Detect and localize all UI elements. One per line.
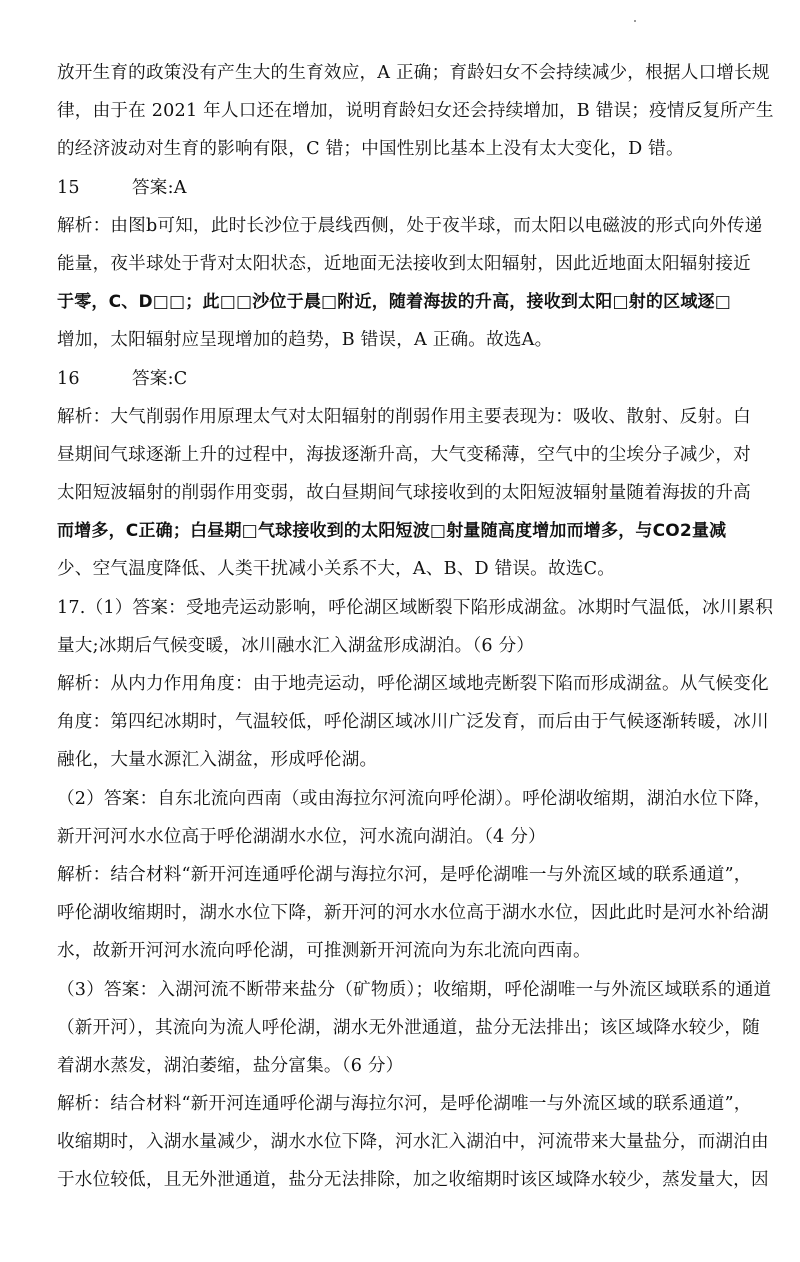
answer-label: 答案:A xyxy=(132,177,187,198)
text-line: 能量，夜半球处于背对太阳状态，近地面无法接收到太阳辐射，因此近地面太阳辐射接近 xyxy=(57,253,751,274)
text-line: 少、空气温度降低、人类干扰减小关系不大，A、B、D 错误。故选C。 xyxy=(57,559,616,580)
text-line: 解析：从内力作用角度：由于地壳运动，呼伦湖区域地壳断裂下陷而形成湖盆。从气候变化 xyxy=(57,674,769,694)
text-line: 着湖水蒸发，湖泊萎缩，盐分富集。（6 分） xyxy=(57,1055,404,1076)
text-line: 律，由于在 2021 年人口还在增加，说明育龄妇女还会持续增加，B 错误；疫情反复所产生 xyxy=(57,101,774,122)
text-line: 解析：由图b可知，此时长沙位于晨线西侧，处于夜半球，而太阳以电磁波的形式向外传递 xyxy=(57,215,763,236)
text-line: 新开河河水水位高于呼伦湖湖水水位，河水流向湖泊。（4 分） xyxy=(57,826,546,847)
text-line: 太阳短波辐射的削弱作用变弱，故白昼期间气球接收到的太阳短波辐射量随着海拔的升高 xyxy=(57,483,751,504)
bold-text-line: 而增多，C正确；白昼期□气球接收到的太阳短波□射量随高度增加而增多，与CO2量减 xyxy=(57,521,727,542)
bold-text-line: 于零，C、D□□；此□□沙位于晨□附近，随着海拔的升高，接收到太阳□射的区域逐□ xyxy=(57,292,732,313)
question-15-header xyxy=(57,175,747,213)
text-line: 量大;冰期后气候变暖，冰川融水汇入湖盆形成湖泊。（6 分） xyxy=(57,635,535,656)
text-line: 解析：结合材料“新开河连通呼伦湖与海拉尔河，是呼伦湖唯一与外流区域的联系通道”， xyxy=(57,1094,752,1115)
text-line: 增加，太阳辐射应呈现增加的趋势，B 错误，A 正确。故选A。 xyxy=(57,330,553,351)
text-line: （3）答案：入湖河流不断带来盐分（矿物质）；收缩期，呼伦湖唯一与外流区域联系的通道 xyxy=(57,979,772,1000)
text-line: 放开生育的政策没有产生大的生育效应，A 正确；育龄妇女不会持续减少，根据人口增长规 xyxy=(57,63,770,83)
text-line: （2）答案：自东北流向西南（或由海拉尔河流向呼伦湖）。呼伦湖收缩期，湖泊水位下降， xyxy=(57,788,772,809)
text-line: 17.（1）答案：受地壳运动影响，呼伦湖区域断裂下陷形成湖盆。冰期时气温低，冰川累积 xyxy=(57,597,774,618)
text-line: 角度：第四纪冰期时，气温较低，呼伦湖区域冰川广泛发育，而后由于气候逐渐转暖，冰川 xyxy=(57,712,769,733)
question-number: 16 xyxy=(57,368,80,389)
text-line: 的经济波动对生育的影响有限，C 错；中国性别比基本上没有太大变化，D 错。 xyxy=(57,139,684,160)
answer-label: 答案:C xyxy=(132,368,188,389)
text-line: 水，故新开河河水流向呼伦湖，可推测新开河流向为东北流向西南。 xyxy=(57,941,591,962)
scan-dot xyxy=(634,20,636,22)
document-page xyxy=(57,60,774,1206)
question-number: 15 xyxy=(57,177,80,198)
text-line: 融化，大量水源汇入湖盆，形成呼伦湖。 xyxy=(57,750,378,771)
question-16-header xyxy=(57,366,747,404)
text-line: 解析：大气削弱作用原理太气对太阳辐射的削弱作用主要表现为：吸收、散射、反射。白 xyxy=(57,406,751,427)
text-line: （新开河），其流向为流人呼伦湖，湖水无外泄通道，盐分无法排出；该区域降水较少，随 xyxy=(57,1017,760,1038)
text-line: 收缩期时，入湖水量减少，湖水水位下降，河水汇入湖泊中，河流带来大量盐分，而湖泊由 xyxy=(57,1132,769,1153)
text-line: 解析：结合材料“新开河连通呼伦湖与海拉尔河，是呼伦湖唯一与外流区域的联系通道”， xyxy=(57,864,752,885)
text-line: 于水位较低，且无外泄通道，盐分无法排除，加之收缩期时该区域降水较少，蒸发量大，因 xyxy=(57,1170,769,1191)
text-line: 昼期间气球逐渐上升的过程中，海拔逐渐升高，大气变稀薄，空气中的尘埃分子减少，对 xyxy=(57,444,751,465)
text-line: 呼伦湖收缩期时，湖水水位下降，新开河的河水水位高于湖水水位，因此此时是河水补给湖 xyxy=(57,903,769,924)
